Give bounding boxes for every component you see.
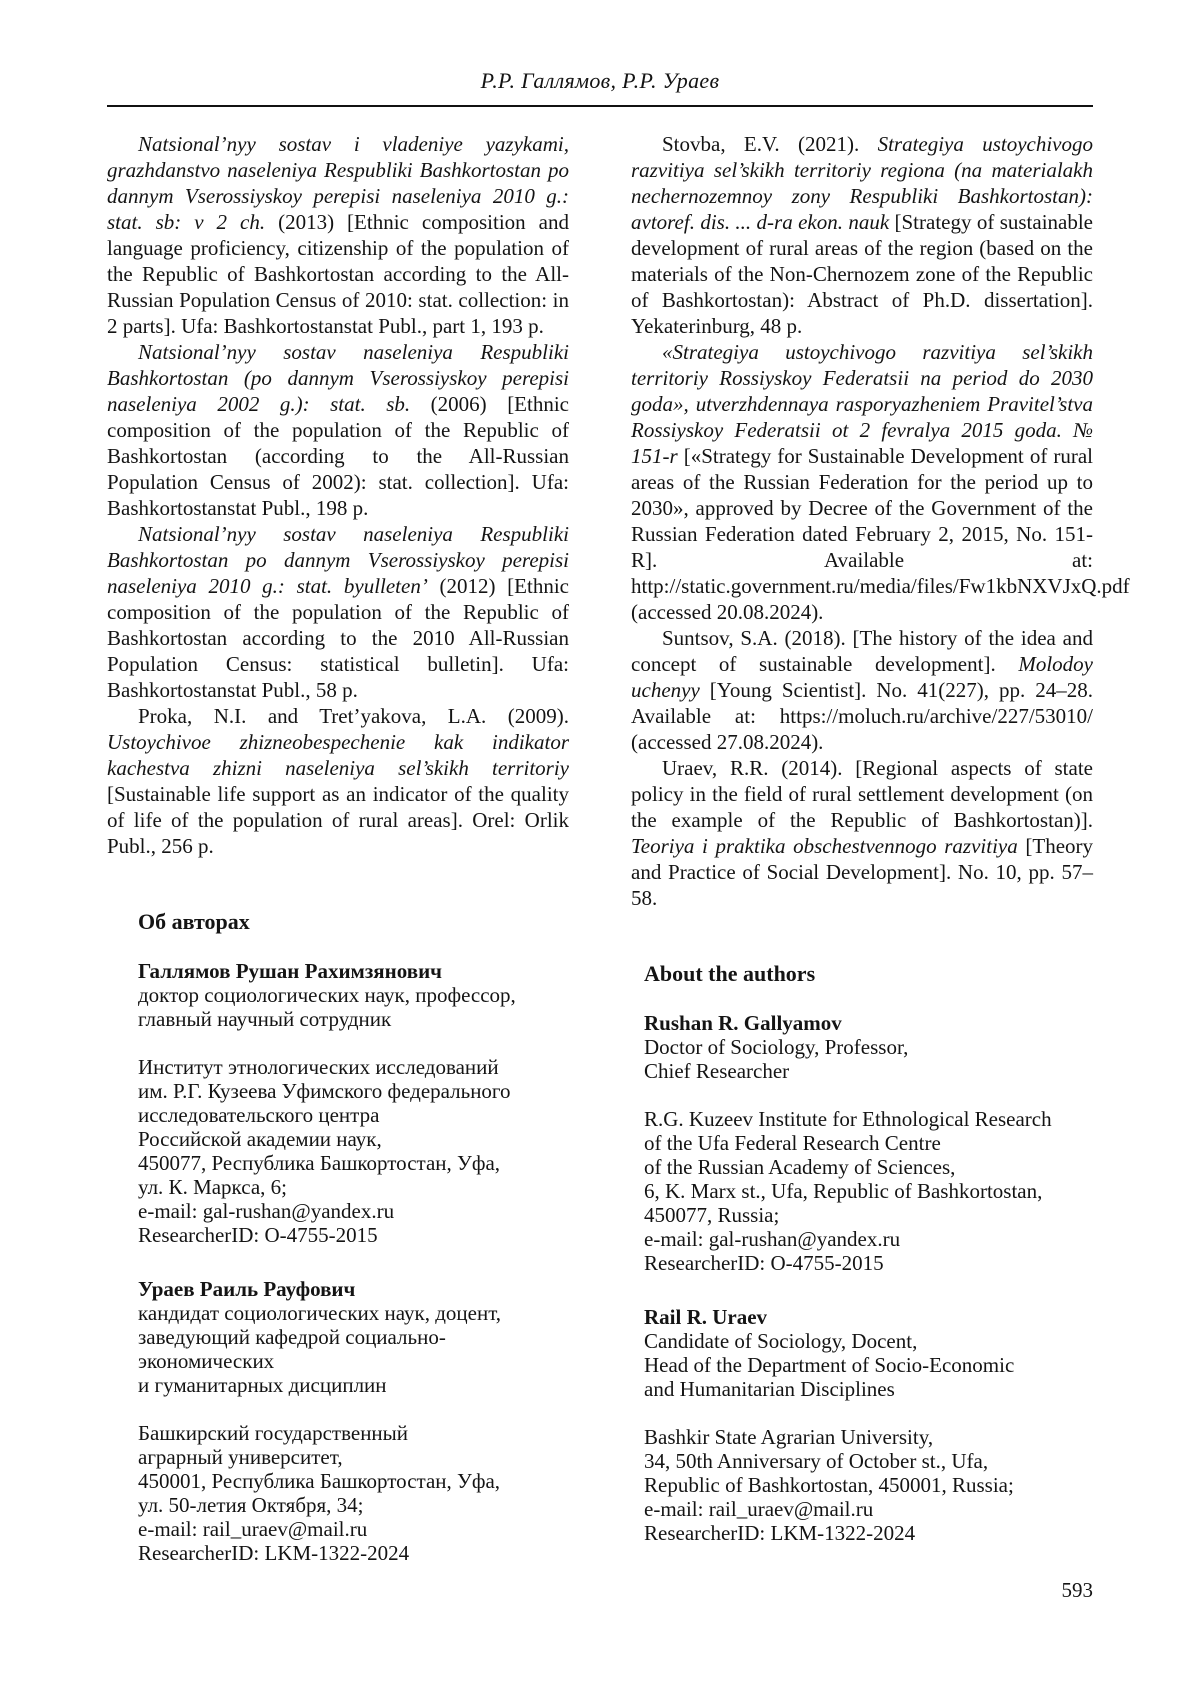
author-block bbox=[138, 959, 569, 1247]
author-affiliation bbox=[138, 1055, 569, 1247]
about-heading-ru: Об авторах bbox=[138, 909, 250, 934]
reference-text-run: [Young Scientist]. No. 41(227), pp. 24–28. Available at: https://moluch.ru/archive/227/53010/ (accessed 27.08.2024). bbox=[631, 678, 1093, 754]
author-affiliation-line: of the Russian Academy of Sciences, bbox=[644, 1155, 956, 1179]
reference-text-run: [Theory and Practice of Social Development]. No. 10, pp. 57–58. bbox=[631, 834, 1094, 910]
author-name: Rail R. Uraev bbox=[644, 1305, 768, 1329]
author-affiliation-line: Bashkir State Agrarian University, bbox=[644, 1425, 934, 1449]
reference-text-run: (2012) [Ethnic composition of the population of the Republic of Bashkortostan according to the 2010 All-Russian Population Census: statistical bulletin]. Ufa: Bashkortostanstat Publ., 58 p. bbox=[107, 574, 569, 702]
two-column-body bbox=[107, 131, 1130, 1565]
author-affiliation-line: ул. К. Маркса, 6; bbox=[138, 1175, 287, 1199]
authors-list-en bbox=[644, 1011, 1093, 1545]
author-affiliation-line: 450077, Russia; bbox=[644, 1203, 780, 1227]
author-block bbox=[138, 1277, 569, 1565]
author-affiliation-line: 6, K. Marx st., Ufa, Republic of Bashkortostan, bbox=[644, 1179, 1043, 1203]
reference-text-run: Teoriya i praktika obschestvennogo razvitiya bbox=[631, 834, 1018, 858]
author-affiliation-line: ул. 50-летия Октября, 34; bbox=[138, 1493, 364, 1517]
author-name: Ураев Раиль Рауфович bbox=[138, 1277, 356, 1301]
author-affiliation bbox=[644, 1107, 1093, 1275]
reference-text-run: [«Strategy for Sustainable Development of rural areas of the Russian Federation for the period up to 2030», approved by Decree of the Government of the Russian Federation dated February 2, 2015, No. 151-R]. Available at: http://static.government.ru/media/files/Fw1kbNXVJxQ.pdf (accessed 20.08.2024). bbox=[631, 444, 1130, 624]
references-right bbox=[631, 131, 1130, 911]
author-role-line: кандидат социологических наук, доцент, bbox=[138, 1301, 502, 1325]
reference-text-run: Natsional’nyy sostav naseleniya Respubliki Bashkortostan (po dannym Vserossiyskoy perepisi naseleniya 2002 g.): stat. sb. bbox=[107, 340, 569, 416]
reference-text-run: Natsional’nyy sostav naseleniya Respubliki Bashkortostan po dannym Vserossiyskoy perepisi naseleniya 2010 g.: stat. byulleten’ bbox=[107, 522, 569, 598]
author-role-line: главный научный сотрудник bbox=[138, 1007, 392, 1031]
author-affiliation-line: Башкирский государственный bbox=[138, 1421, 409, 1445]
left-column bbox=[107, 131, 569, 1565]
right-column bbox=[631, 131, 1130, 1565]
author-affiliation-line: аграрный университет, bbox=[138, 1445, 343, 1469]
reference-text-run: (2006) [Ethnic composition of the population of the Republic of Bashkortostan (according to the All-Russian Population Census of 2002): stat. collection]. Ufa: Bashkortostanstat Publ., 198 p. bbox=[107, 392, 569, 520]
reference-entry bbox=[107, 703, 569, 859]
authors-list-ru bbox=[138, 959, 569, 1565]
reference-entry bbox=[631, 339, 1130, 625]
author-affiliation-line: ResearcherID: O-4755-2015 bbox=[138, 1223, 378, 1247]
reference-text-run: Uraev, R.R. (2014). [Regional aspects of state policy in the field of rural settlement development (on the example of the Republic of Bashkortostan)]. bbox=[631, 756, 1093, 832]
author-block bbox=[644, 1305, 1093, 1545]
author-role-line: Doctor of Sociology, Professor, bbox=[644, 1035, 909, 1059]
reference-text-run: (2013) [Ethnic composition and language proficiency, citizenship of the population of the Republic of Bashkortostan according to the All-Russian Population Census of 2010: stat. collection: in 2 parts]. Ufa: Bashkortostanstat Publ., part 1, 193 p. bbox=[107, 210, 569, 338]
reference-entry bbox=[631, 625, 1093, 755]
reference-text-run: Suntsov, S.A. (2018). [The history of the idea and concept of sustainable development]. bbox=[631, 626, 1093, 676]
author-name: Галлямов Рушан Рахимзянович bbox=[138, 959, 443, 983]
author-affiliation-line: Republic of Bashkortostan, 450001, Russia; bbox=[644, 1473, 1014, 1497]
author-affiliation-line: e-mail: gal-rushan@yandex.ru bbox=[138, 1199, 395, 1223]
author-affiliation-line: R.G. Kuzeev Institute for Ethnological Research bbox=[644, 1107, 1052, 1131]
author-affiliation-line: исследовательского центра bbox=[138, 1103, 380, 1127]
reference-entry bbox=[107, 339, 569, 521]
author-affiliation-line: of the Ufa Federal Research Centre bbox=[644, 1131, 941, 1155]
author-affiliation-line: Российской академии наук, bbox=[138, 1127, 382, 1151]
author-affiliation-line: ResearcherID: O-4755-2015 bbox=[644, 1251, 884, 1275]
author-affiliation-line: Институт этнологических исследований bbox=[138, 1055, 499, 1079]
author-role-line: Head of the Department of Socio-Economic bbox=[644, 1353, 1015, 1377]
reference-entry bbox=[107, 131, 569, 339]
author-block bbox=[644, 1011, 1093, 1275]
reference-entry bbox=[631, 755, 1093, 911]
author-role-line: заведующий кафедрой социально-экономических bbox=[138, 1325, 446, 1373]
header-rule bbox=[107, 105, 1093, 107]
author-role-line: Candidate of Sociology, Docent, bbox=[644, 1329, 918, 1353]
author-affiliation-line: им. Р.Г. Кузеева Уфимского федерального bbox=[138, 1079, 511, 1103]
reference-text-run: [Sustainable life support as an indicator of the quality of life of the population of rural areas]. Orel: Orlik Publ., 256 p. bbox=[107, 782, 569, 858]
author-name: Rushan R. Gallyamov bbox=[644, 1011, 842, 1035]
author-affiliation-line: e-mail: rail_uraev@mail.ru bbox=[644, 1497, 874, 1521]
reference-text-run: Molodoy uchenyy bbox=[631, 652, 1093, 702]
reference-text-run: Natsional’nyy sostav i vladeniye yazykami, grazhdanstvo naseleniya Respubliki Bashkortostan po dannym Vserossiyskoy perepisi naseleniya 2010 g.: stat. sb: v 2 ch. bbox=[107, 132, 569, 234]
reference-text-run: «Strategiya ustoychivogo razvitiya sel’skikh territoriy Rossiyskoy Federatsii na period do 2030 goda», utverzhdennaya rasporyazheniem Pravitel’stva Rossiyskoy Federatsii ot 2 fevralya 2015 goda. № 151-r bbox=[631, 340, 1093, 468]
author-role-line: и гуманитарных дисциплин bbox=[138, 1373, 387, 1397]
author-role-line: Chief Researcher bbox=[644, 1059, 790, 1083]
reference-text-run: Strategiya ustoychivogo razvitiya sel’skikh territoriy regiona (na materialakh nechernozemnoy zony Respubliki Bashkortostan): avtoref. dis. ... d-ra ekon. nauk bbox=[631, 132, 1093, 234]
author-affiliation-line: ResearcherID: LKM-1322-2024 bbox=[644, 1521, 916, 1545]
author-affiliation-line: ResearcherID: LKM-1322-2024 bbox=[138, 1541, 410, 1565]
reference-entry bbox=[631, 131, 1093, 339]
author-affiliation-line: e-mail: gal-rushan@yandex.ru bbox=[644, 1227, 901, 1251]
reference-text-run: Stovba, E.V. (2021). bbox=[662, 132, 878, 156]
about-section-en bbox=[631, 961, 1093, 1545]
about-heading-en: About the authors bbox=[644, 961, 816, 986]
author-affiliation-line: 450077, Республика Башкортостан, Уфа, bbox=[138, 1151, 501, 1175]
author-affiliation-line: 34, 50th Anniversary of October st., Ufa, bbox=[644, 1449, 989, 1473]
reference-text-run: [Strategy of sustainable development of rural areas of the region (based on the materials of the Non-Chernozem zone of the Republic of Bashkortostan): Abstract of Ph.D. dissertation]. Yekaterinburg, 48 p. bbox=[631, 210, 1093, 338]
reference-text-run: Ustoychivoe zhizneobespechenie kak indikator kachestva zhizni naseleniya sel’skikh territoriy bbox=[107, 730, 569, 780]
author-role-line: and Humanitarian Disciplines bbox=[644, 1377, 895, 1401]
author-affiliation-line: e-mail: rail_uraev@mail.ru bbox=[138, 1517, 368, 1541]
reference-entry bbox=[107, 521, 569, 703]
running-head: Р.Р. Галлямов, Р.Р. Ураев bbox=[480, 68, 720, 93]
references-left bbox=[107, 131, 569, 859]
author-role-line: доктор социологических наук, профессор, bbox=[138, 983, 516, 1007]
author-affiliation-line: 450001, Республика Башкортостан, Уфа, bbox=[138, 1469, 501, 1493]
author-affiliation bbox=[644, 1425, 1093, 1545]
reference-text-run: Proka, N.I. and Tret’yakova, L.A. (2009). bbox=[138, 704, 569, 728]
author-affiliation bbox=[138, 1421, 569, 1565]
about-section-ru bbox=[107, 909, 569, 1565]
page-number: 593 bbox=[1061, 1578, 1093, 1602]
